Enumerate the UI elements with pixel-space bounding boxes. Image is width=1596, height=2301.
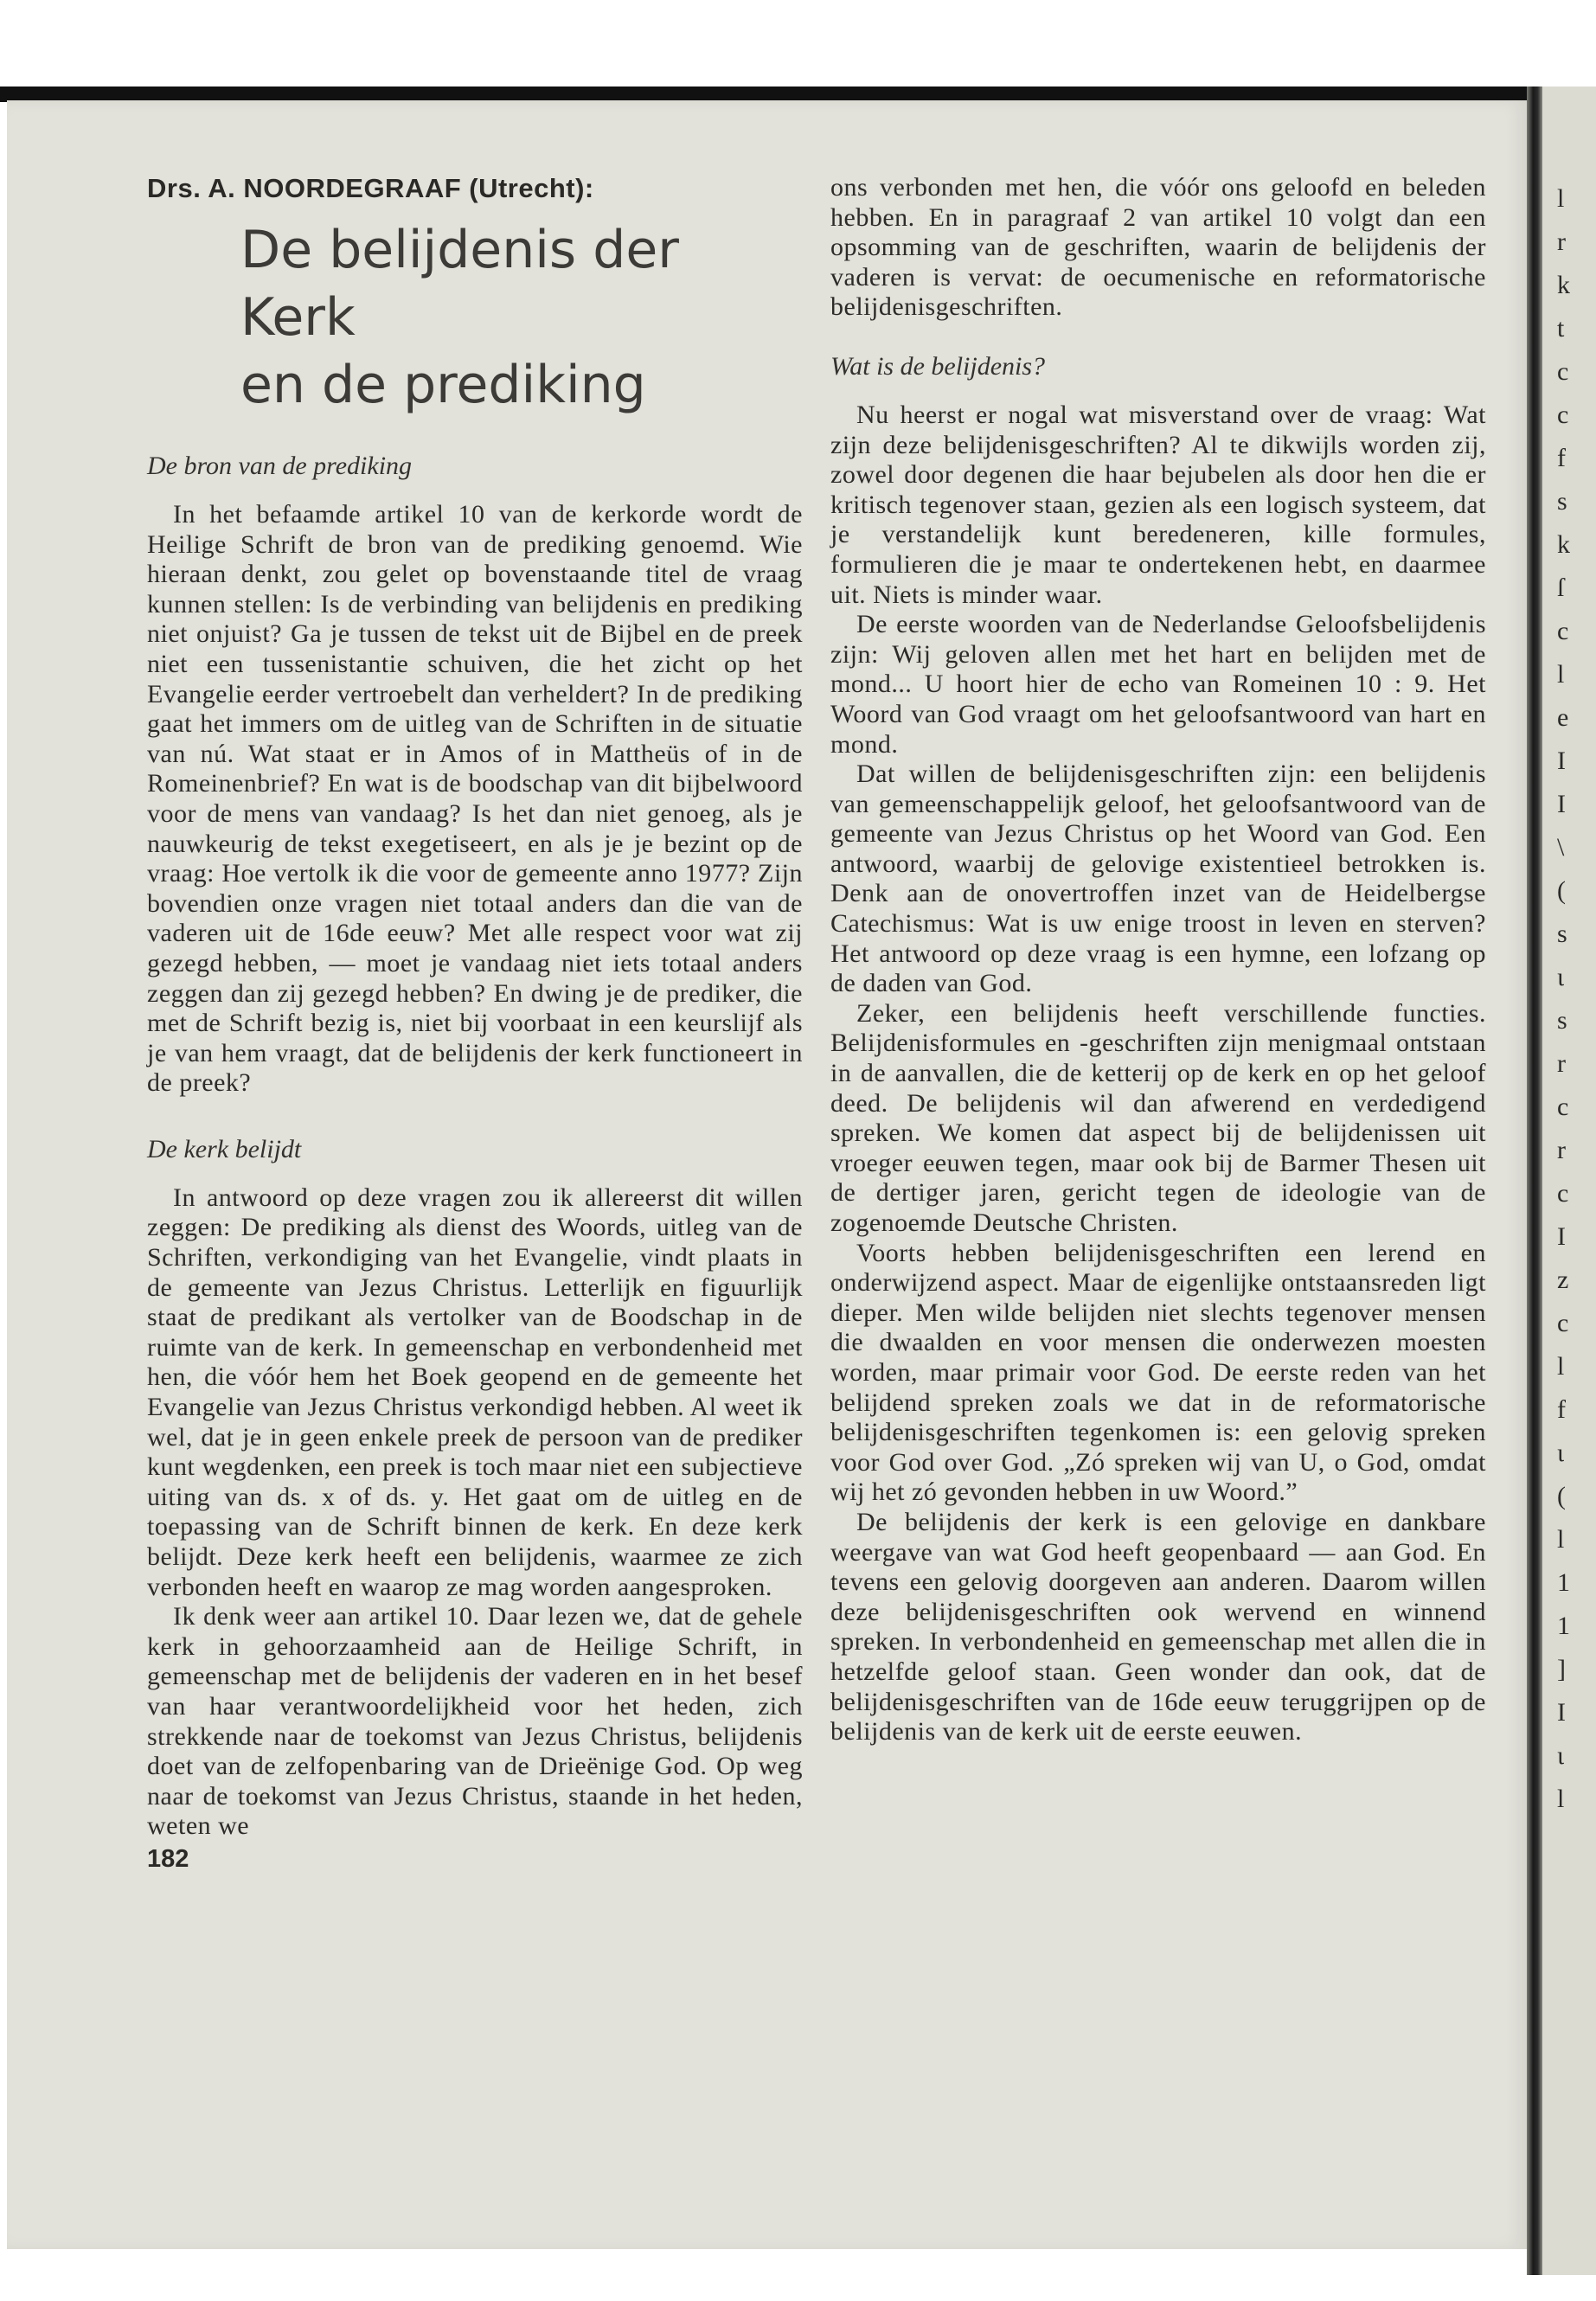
edge-letter: ι	[1557, 1439, 1565, 1467]
edge-letter: l	[1557, 1352, 1565, 1381]
edge-letter: I	[1557, 790, 1566, 818]
paragraph: In antwoord op deze vragen zou ik allereerst dit willen zeggen: De prediking als dienst des Woords, uitleg van de Schriften, verkondiging van het Evangelie, vindt plaats in de gemeente van Jezus Christus. Letterlijk en figuurlijk staat de predikant als vertolker van de Boodschap in de ruimte van de kerk. In gemeenschap en verbondenheid met hen, die vóór hem het Boek geopend en de gemeente het Evangelie van Jezus Christus verkondigd hebben. Al weet ik wel, dat je in geen enkele preek de persoon van de prediker kunt wegdenken, een preek is toch maar niet een subjectieve uiting van ds. x of ds. y. Het gaat om de uitleg en de toepassing van de Schrift binnen de kerk. En deze kerk belijdt. Deze kerk heeft een belijdenis, waarmee ze zich verbonden heeft en waarop ze mag worden aangesproken.	[147, 1183, 803, 1601]
section-heading-kerk-belijdt: De kerk belijdt	[147, 1134, 302, 1163]
paragraph-continued: ons verbonden met hen, die vóór ons geloofd en beleden hebben. En in paragraaf 2 van artikel 10 volgt dan een opsomming van de geschriften, waarin de belijdenis der vaderen is vervat: de oecumenische en reformatorische belijdenisgeschriften.	[830, 173, 1486, 322]
paragraph: Ik denk weer aan artikel 10. Daar lezen we, dat de gehele kerk in gehoorzaamheid aan de Heilige Schrift, in gemeenschap met de belijdenis der vaderen en in het besef van haar verantwoordelijkheid voor het heden, zich strekkende naar de toekomst van Jezus Christus, belijdenis doet van de zelfopenbaring van de Drieënige God. Op weg naar de toekomst van Jezus Christus, staande in het heden, weten we	[147, 1602, 803, 1841]
edge-letter: s	[1557, 487, 1567, 516]
edge-letter: I	[1557, 747, 1566, 775]
next-page-letter-fragments	[1557, 177, 1592, 1821]
paragraph: De eerste woorden van de Nederlandse Geloofsbelijdenis zijn: Wij geloven allen met het hart en belijden met de mond... U hoort hier de echo van Romeinen 10 : 9. Het Woord van God vraagt om het geloofsantwoord van hart en mond.	[830, 610, 1486, 759]
edge-letter: I	[1557, 1698, 1566, 1727]
edge-letter: (	[1557, 876, 1566, 905]
edge-letter: c	[1557, 1093, 1569, 1121]
page-number: 182	[147, 1844, 189, 1873]
edge-letter: l	[1557, 1525, 1565, 1554]
section-heading-bron: De bron van de prediking	[147, 452, 413, 480]
edge-letter: e	[1557, 703, 1569, 732]
edge-letter: ι	[1557, 963, 1565, 991]
edge-letter: k	[1557, 530, 1570, 559]
paragraph: Zeker, een belijdenis heeft verschillende functies. Belijdenisformules en -geschriften zijn menigmaal ontstaan in de aanvallen, die de ketterij op de kerk en op het geloof deed. De belijdenis wil dan afwerend en verdedigend spreken. We komen dat aspect bij de belijdenissen uit vroeger eeuwen tegen, maar ook bij de Barmer Thesen uit de dertiger jaren, gericht tegen de ideologie van de zogenoemde Deutsche Christen.	[830, 998, 1486, 1237]
edge-letter: l	[1557, 660, 1565, 689]
edge-letter: k	[1557, 271, 1570, 299]
edge-letter: f	[1557, 1395, 1566, 1424]
article-author: Drs. A. NOORDEGRAAF (Utrecht):	[147, 173, 594, 203]
edge-letter: 1	[1557, 1568, 1570, 1597]
paragraph: Nu heerst er nogal wat misverstand over de vraag: Wat zijn deze belijdenisgeschriften? Al te dikwijls worden zij, zowel door degenen die haar bejubelen als door hen die er kritisch tegenover staan, gezien als een logisch systeem, dat je verstandelijk kunt beredeneren, kille formules, formulieren die je maar te ondertekenen hebt, en daarmee uit. Niets is minder waar.	[830, 400, 1486, 609]
edge-letter: r	[1557, 228, 1566, 256]
right-column	[830, 173, 1486, 1747]
paragraph: De belijdenis der kerk is een gelovige en dankbare weergave van wat God heeft geopenbaard — aan God. En tevens een gelovig doorgeven aan anderen. Daarom willen deze belijdenisgeschriften ook wervend en winnend spreken. In verbondenheid en gemeenschap met allen die in hetzelfde geloof staan. Geen wonder dan ook, dat de belijdenisgeschriften van de 16de eeuw teruggrijpen op de belijdenis van de kerk uit de eerste eeuwen.	[830, 1507, 1486, 1747]
edge-letter: ſ	[1557, 574, 1565, 602]
edge-letter: c	[1557, 1309, 1569, 1337]
edge-letter: s	[1557, 1006, 1567, 1035]
title-line-2: en de prediking	[240, 355, 646, 415]
paragraph: Dat willen de belijdenisgeschriften zijn: een belijdenis van gemeenschappelijk geloof, het geloofsantwoord van de gemeente van Jezus Christus op het Woord van God. Een antwoord, waarbij de gelovige existentieel betrokken is. Denk aan de onovertroffen inzet van de Heidelbergse Catechismus: Wat is uw enige troost in leven en sterven? Het antwoord op deze vraag is een hymne, een lofzang op de daden van God.	[830, 760, 1486, 998]
edge-letter: \	[1557, 833, 1565, 862]
edge-letter: ι	[1557, 1741, 1565, 1770]
paragraph: Voorts hebben belijdenisgeschriften een lerend en onderwijzend aspect. Maar de eigenlijke ontstaansreden ligt dieper. Men wilde belijden niet slechts tegenover mensen die dwaalden en voor mensen die onderwezen moesten worden, maar primair voor God. De eerste reden van het belijdend spreken zoals we dat in de reformatorische belijdenisgeschriften tegenkomen is: een gelovig spreken voor God over God. „Zó spreken wij van U, o God, omdat wij het zó gevonden hebben in uw Woord.”	[830, 1238, 1486, 1507]
edge-letter: c	[1557, 357, 1569, 386]
edge-letter: (	[1557, 1482, 1566, 1510]
edge-letter: 1	[1557, 1612, 1570, 1640]
edge-letter: c	[1557, 401, 1569, 429]
edge-letter: t	[1557, 314, 1565, 343]
edge-letter: s	[1557, 920, 1567, 948]
left-column	[147, 173, 803, 1874]
edge-letter: ]	[1557, 1655, 1566, 1683]
edge-letter: l	[1557, 184, 1565, 213]
paragraph: In het befaamde artikel 10 van de kerkorde wordt de Heilige Schrift de bron van de prediking genoemd. Wie hieraan denkt, zou gelet op bovenstaande titel de vraag kunnen stellen: Is de verbinding van belijdenis en prediking niet onjuist? Ga je tussen de tekst uit de Bijbel en de preek niet een tussenistantie schuiven, die het zicht op het Evangelie eerder vertroebelt dan verheldert? In de prediking gaat het immers om de uitleg van de Schriften in de situatie van nú. Wat staat er in Amos of in Mattheüs of in de Romeinenbrief? En wat is de boodschap van dit bijbelwoord voor de mens van vandaag? Is het dan niet genoeg, als je nauwkeurig de tekst exegetiseert, en als je je bezint op de vraag: Hoe vertolk ik die voor de gemeente anno 1977? Zijn bovendien onze vragen niet totaal anders dan die van de vaderen uit de 16de eeuw? Met alle respect voor wat zij gezegd hebben, — moet je vandaag niet iets totaal anders zeggen dan zij gezegd hebben? En dwing je de prediker, die met de Schrift bezig is, niet bij voorbaat in een keurslijf als je van hem vraagt, dat de belijdenis der kerk functioneert in de preek?	[147, 500, 803, 1098]
book-gutter	[1527, 87, 1542, 2275]
edge-letter: f	[1557, 444, 1566, 472]
section-heading-wat-is: Wat is de belijdenis?	[830, 351, 1046, 381]
edge-letter: z	[1557, 1266, 1569, 1294]
edge-letter: r	[1557, 1049, 1566, 1078]
edge-letter: c	[1557, 1179, 1569, 1208]
edge-letter: I	[1557, 1222, 1566, 1251]
edge-letter: r	[1557, 1136, 1566, 1164]
edge-letter: c	[1557, 617, 1569, 645]
edge-letter: l	[1557, 1785, 1565, 1813]
title-line-1: De belijdenis der Kerk	[240, 220, 679, 348]
article-title	[240, 216, 803, 419]
